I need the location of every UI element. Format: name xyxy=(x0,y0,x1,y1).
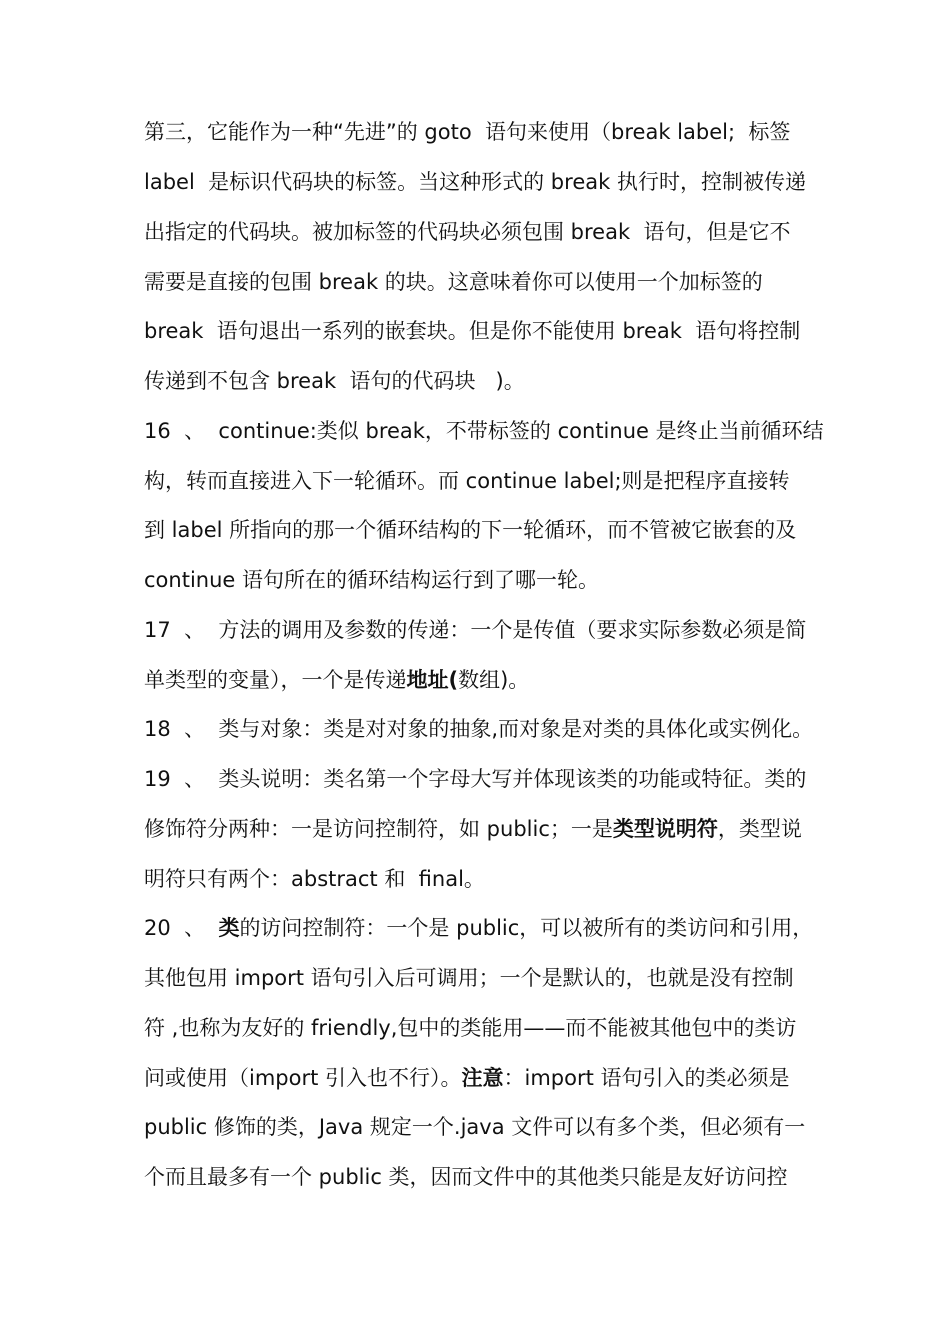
text-line: 构，转而直接进入下一轮循环。而 continue label;则是把程序直接转 xyxy=(144,469,790,493)
text-segment: 修饰符分两种：一是访问控制符，如 public；一是 xyxy=(144,817,613,841)
text-line: 16 、 continue:类似 break，不带标签的 continue 是终止当前循环结 xyxy=(144,419,824,443)
text-line: 传递到不包含 break 语句的代码块 )。 xyxy=(144,369,525,393)
text-line: public 修饰的类，Java 规定一个.java 文件可以有多个类，但必须有一 xyxy=(144,1115,806,1139)
text-line: 19 、 类头说明：类名第一个字母大写并体现该类的功能或特征。类的 xyxy=(144,767,807,791)
text-line: 个而且最多有一个 public 类，因而文件中的其他类只能是友好访问控 xyxy=(144,1165,788,1189)
text-line: 出指定的代码块。被加标签的代码块必须包围 break 语句，但是它不 xyxy=(144,220,791,244)
text-line xyxy=(144,666,529,694)
text-line xyxy=(144,1064,790,1092)
bold-text: 类 xyxy=(218,916,240,940)
text-line: 第三，它能作为一种“先进”的 goto 语句来使用（break label; 标签 xyxy=(144,120,791,144)
text-line: 需要是直接的包围 break 的块。这意味着你可以使用一个加标签的 xyxy=(144,270,763,294)
text-line: 到 label 所指向的那一个循环结构的下一轮循环，而不管被它嵌套的及 xyxy=(144,518,797,542)
text-line: 17 、 方法的调用及参数的传递：一个是传值（要求实际参数必须是简 xyxy=(144,618,807,642)
text-segment: 数组)。 xyxy=(458,668,530,692)
text-line: 其他包用 import 语句引入后可调用；一个是默认的，也就是没有控制 xyxy=(144,966,794,990)
text-segment: 的访问控制符：一个是 public，可以被所有的类访问和引用， xyxy=(239,916,814,940)
text-segment: 问或使用（import 引入也不行）。 xyxy=(144,1066,462,1090)
bold-text: 类型说明符 xyxy=(612,817,718,841)
text-segment: ，类型说 xyxy=(717,817,802,841)
text-line: 符 ,也称为友好的 friendly,包中的类能用——而不能被其他包中的类访 xyxy=(144,1016,797,1040)
text-line xyxy=(144,914,813,942)
bold-text: 注意 xyxy=(461,1066,504,1090)
text-segment: 单类型的变量），一个是传递 xyxy=(144,668,407,692)
text-line: label 是标识代码块的标签。当这种形式的 break 执行时，控制被传递 xyxy=(144,170,806,194)
text-line: break 语句退出一系列的嵌套块。但是你不能使用 break 语句将控制 xyxy=(144,319,801,343)
bold-text: 地址( xyxy=(406,668,459,692)
text-line: 18 、 类与对象：类是对对象的抽象,而对象是对类的具体化或实例化。 xyxy=(144,717,814,741)
text-segment: 20 、 xyxy=(144,916,219,940)
text-line: 明符只有两个：abstract 和 final。 xyxy=(144,867,485,891)
text-line xyxy=(144,815,802,843)
text-line: continue 语句所在的循环结构运行到了哪一轮。 xyxy=(144,568,599,592)
text-segment: ：import 语句引入的类必须是 xyxy=(503,1066,790,1090)
